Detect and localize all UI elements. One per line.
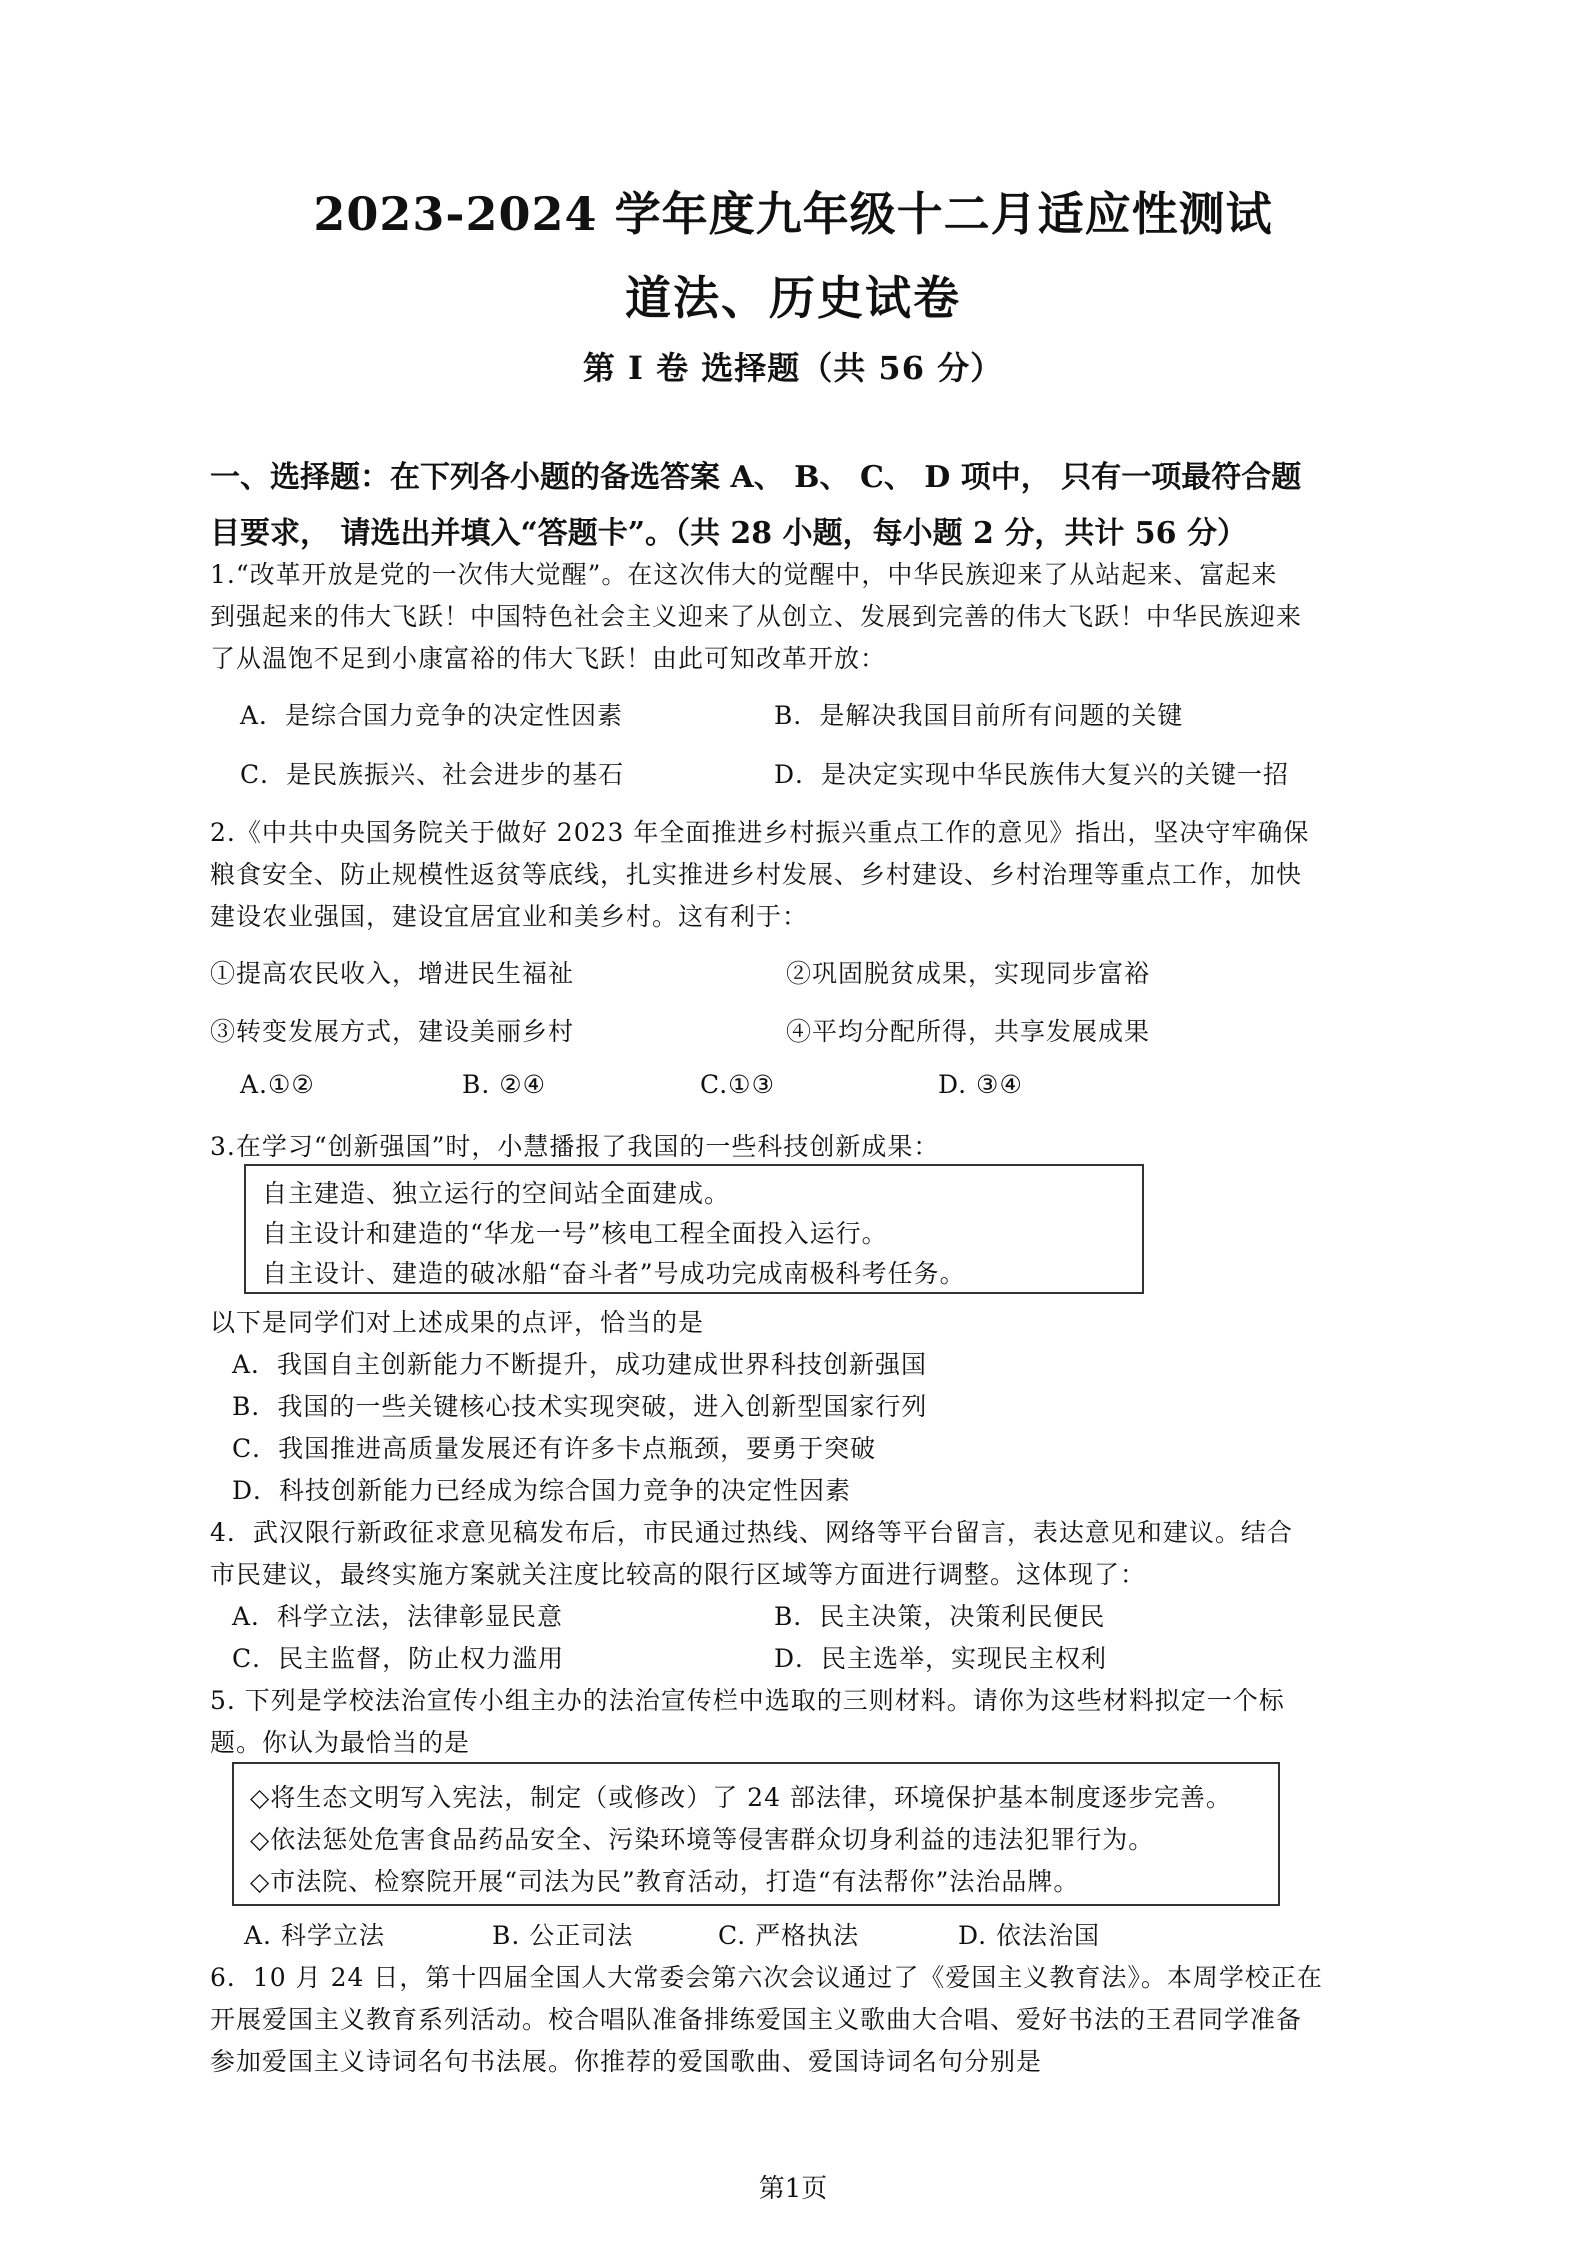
q5-material-line-2: ◇依法惩处危害食品药品安全、污染环境等侵害群众切身利益的违法犯罪行为。 [250, 1825, 1155, 1854]
q5-material-box [232, 1762, 1280, 1906]
q2-statement-4: ④平均分配所得，共享发展成果 [786, 1017, 1151, 1046]
section-instruction-line-1: 一、选择题：在下列各小题的备选答案 A、 B、 C、 D 项中， 只有一项最符合题 [210, 460, 1302, 495]
q2-option-b: B. ②④ [462, 1070, 547, 1099]
q2-statement-3: ③转变发展方式，建设美丽乡村 [210, 1017, 575, 1046]
q4-option-c: C．民主监督，防止权力滥用 [232, 1644, 565, 1673]
exam-title: 2023-2024 学年度九年级十二月适应性测试 [313, 187, 1273, 241]
q3-prompt: 以下是同学们对上述成果的点评，恰当的是 [210, 1308, 705, 1337]
section-instruction-line-2: 目要求， 请选出并填入“答题卡”。（共 28 小题，每小题 2 分，共计 56 分） [210, 516, 1247, 551]
q3-option-a: A．我国自主创新能力不断提升，成功建成世界科技创新强国 [232, 1350, 928, 1379]
part-heading: 第 I 卷 选择题（共 56 分） [582, 349, 1004, 387]
q3-material-line-2: 自主设计和建造的“华龙一号”核电工程全面投入运行。 [262, 1219, 888, 1248]
q5-option-c: C. 严格执法 [718, 1921, 860, 1950]
q5-material-line-1: ◇将生态文明写入宪法，制定（或修改）了 24 部法律，环境保护基本制度逐步完善。 [250, 1783, 1232, 1812]
q2-option-a: A.①② [240, 1070, 315, 1099]
q4-option-a: A．科学立法，法律彰显民意 [232, 1602, 564, 1631]
exam-subtitle: 道法、历史试卷 [625, 271, 961, 325]
q6-stem-line-2: 开展爱国主义教育系列活动。校合唱队准备排练爱国主义歌曲大合唱、爱好书法的王君同学准备 [210, 2005, 1303, 2034]
q2-stem-line-3: 建设农业强国，建设宜居宜业和美乡村。这有利于： [210, 902, 809, 931]
q5-option-d: D. 依法治国 [958, 1921, 1101, 1950]
q3-option-c: C．我国推进高质量发展还有许多卡点瓶颈，要勇于突破 [232, 1434, 877, 1463]
q1-stem-line-2: 到强起来的伟大飞跃！中国特色社会主义迎来了从创立、发展到完善的伟大飞跃！中华民族迎来 [210, 602, 1303, 631]
q1-option-a: A．是综合国力竞争的决定性因素 [240, 701, 624, 730]
q6-stem-line-1: 6．10 月 24 日，第十四届全国人大常委会第六次会议通过了《爱国主义教育法》。本周学校正在 [210, 1963, 1323, 1992]
q3-stem: 3.在学习“创新强国”时，小慧播报了我国的一些科技创新成果： [210, 1132, 940, 1161]
q6-stem-line-3: 参加爱国主义诗词名句书法展。你推荐的爱国歌曲、爱国诗词名句分别是 [210, 2047, 1043, 2076]
q2-statement-1: ①提高农民收入，增进民生福祉 [210, 959, 575, 988]
q4-option-d: D．民主选举，实现民主权利 [774, 1644, 1108, 1673]
q5-option-b: B. 公正司法 [492, 1921, 634, 1950]
q3-option-b: B．我国的一些关键核心技术实现突破，进入创新型国家行列 [232, 1392, 928, 1421]
q4-stem-line-1: 4．武汉限行新政征求意见稿发布后，市民通过热线、网络等平台留言，表达意见和建议。结合 [210, 1518, 1293, 1547]
q5-option-a: A. 科学立法 [244, 1921, 385, 1950]
q5-stem-line-1: 5. 下列是学校法治宣传小组主办的法治宣传栏中选取的三则材料。请你为这些材料拟定一个标 [210, 1686, 1285, 1715]
q2-option-d: D. ③④ [938, 1070, 1023, 1099]
q1-option-c: C．是民族振兴、社会进步的基石 [240, 760, 625, 789]
q4-stem-line-2: 市民建议，最终实施方案就关注度比较高的限行区域等方面进行调整。这体现了： [210, 1560, 1147, 1589]
q3-material-line-1: 自主建造、独立运行的空间站全面建成。 [262, 1179, 731, 1208]
q1-stem-line-3: 了从温饱不足到小康富裕的伟大飞跃！由此可知改革开放： [210, 644, 887, 673]
q3-option-d: D．科技创新能力已经成为综合国力竞争的决定性因素 [232, 1476, 852, 1505]
q2-statement-2: ②巩固脱贫成果，实现同步富裕 [786, 959, 1151, 988]
q2-stem-line-2: 粮食安全、防止规模性返贫等底线，扎实推进乡村发展、乡村建设、乡村治理等重点工作，加快 [210, 860, 1303, 889]
page-number: 第1页 [758, 2174, 828, 2204]
q2-option-c: C.①③ [700, 1070, 776, 1099]
q4-option-b: B．民主决策，决策利民便民 [774, 1602, 1106, 1631]
q2-stem-line-1: 2.《中共中央国务院关于做好 2023 年全面推进乡村振兴重点工作的意见》指出，坚决守牢确保 [210, 818, 1310, 847]
q5-stem-line-2: 题。你认为最恰当的是 [210, 1728, 471, 1757]
q1-option-d: D．是决定实现中华民族伟大复兴的关键一招 [774, 760, 1290, 789]
q3-material-box [244, 1164, 1144, 1294]
q1-stem-line-1: 1.“改革开放是党的一次伟大觉醒”。在这次伟大的觉醒中，中华民族迎来了从站起来、富起来 [210, 560, 1278, 589]
q3-material-line-3: 自主设计、建造的破冰船“奋斗者”号成功完成南极科考任务。 [262, 1259, 966, 1288]
q5-material-line-3: ◇市法院、检察院开展“司法为民”教育活动，打造“有法帮你”法治品牌。 [250, 1867, 1080, 1896]
q1-option-b: B．是解决我国目前所有问题的关键 [774, 701, 1184, 730]
